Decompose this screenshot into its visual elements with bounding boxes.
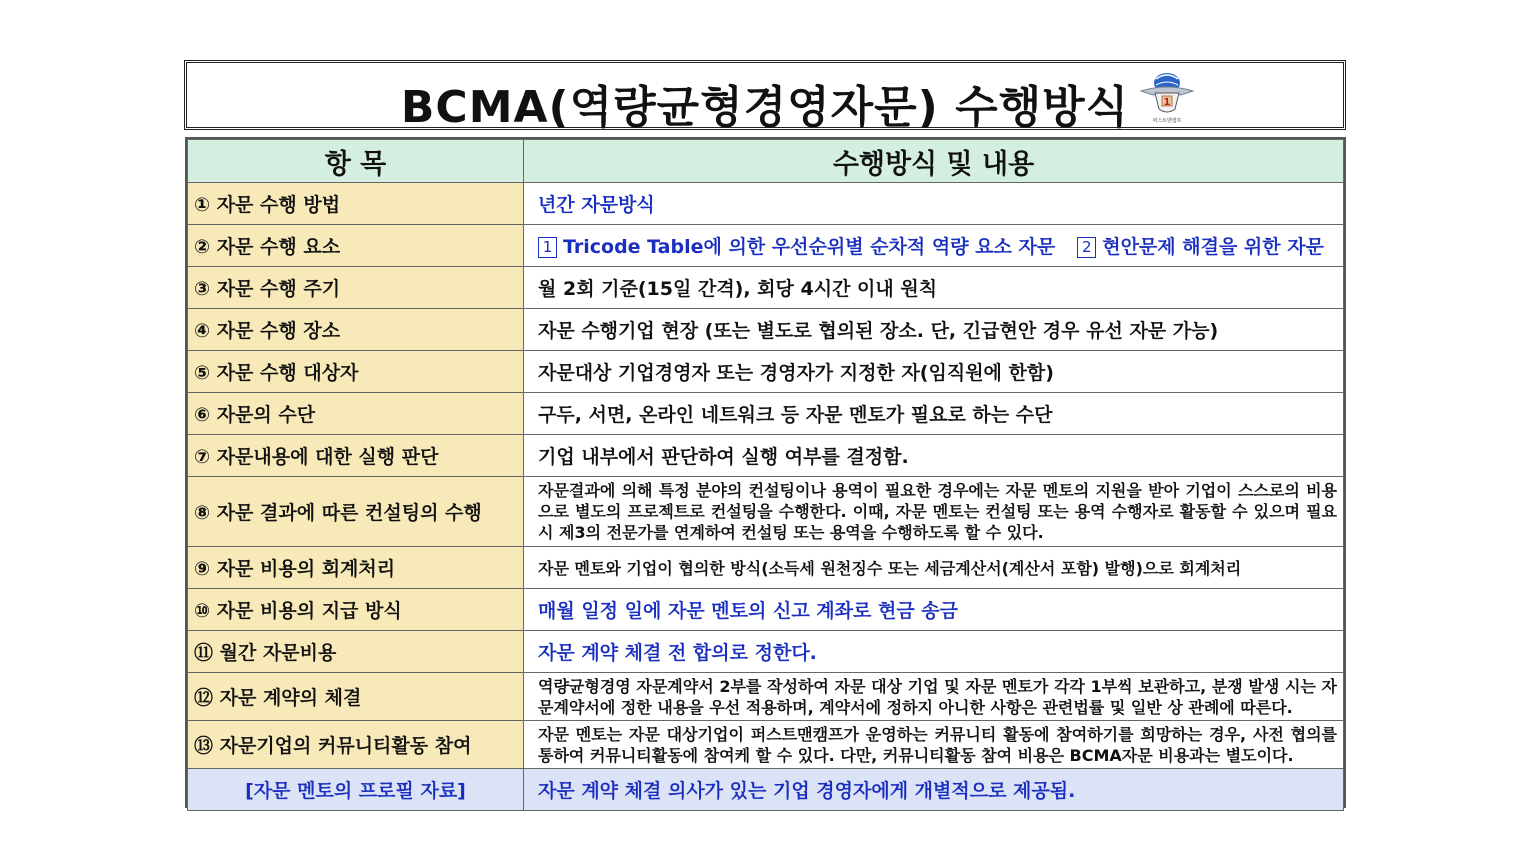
row-label: ⑫ 자문 계약의 체결	[188, 673, 524, 721]
table-row	[188, 631, 1344, 673]
table-row	[188, 721, 1344, 769]
table-row-profile	[188, 769, 1344, 811]
row-content: 자문 수행기업 현장 (또는 별도로 협의된 장소. 단, 긴급현안 경우 유선 자문 가능)	[524, 309, 1344, 351]
table-row	[188, 351, 1344, 393]
item-number-box: 1	[538, 237, 557, 258]
table-row	[188, 435, 1344, 477]
row-label: ⑥ 자문의 수단	[188, 393, 524, 435]
table-row	[188, 589, 1344, 631]
row-label: ⑪ 월간 자문비용	[188, 631, 524, 673]
item-number-box: 2	[1077, 237, 1096, 258]
row-label: ⑨ 자문 비용의 회계처리	[188, 547, 524, 589]
firstman-camp-logo-icon	[1137, 69, 1197, 125]
table-row	[188, 477, 1344, 547]
row-content: 년간 자문방식	[524, 183, 1344, 225]
table-row	[188, 183, 1344, 225]
row-label: ⑦ 자문내용에 대한 실행 판단	[188, 435, 524, 477]
row-label: ⑧ 자문 결과에 따른 컨설팅의 수행	[188, 477, 524, 547]
row-label: ⑤ 자문 수행 대상자	[188, 351, 524, 393]
row-content: 월 2회 기준(15일 간격), 회당 4시간 이내 원칙	[524, 267, 1344, 309]
row-content: 자문대상 기업경영자 또는 경영자가 지정한 자(임직원에 한함)	[524, 351, 1344, 393]
logo-caption: 퍼스트맨캠프	[1152, 118, 1182, 124]
row-content: 자문 멘토와 기업이 협의한 방식(소득세 원천징수 또는 세금계산서(계산서 포함) 발행)으로 회계처리	[524, 547, 1344, 589]
header-item: 항 목	[188, 140, 524, 183]
table-row	[188, 309, 1344, 351]
table-row	[188, 547, 1344, 589]
row-content: 구두, 서면, 온라인 네트워크 등 자문 멘토가 필요로 하는 수단	[524, 393, 1344, 435]
table-row	[188, 393, 1344, 435]
row-label: ⑬ 자문기업의 커뮤니티활동 참여	[188, 721, 524, 769]
row-label: ⑩ 자문 비용의 지급 방식	[188, 589, 524, 631]
row-label: [자문 멘토의 프로필 자료]	[188, 769, 524, 811]
row-content-item1: Tricode Table에 의한 우선순위별 순차적 역량 요소 자문	[563, 236, 1056, 258]
row-content: 자문결과에 의해 특정 분야의 컨설팅이나 용역이 필요한 경우에는 자문 멘토의 지원을 받아 기업이 스스로의 비용으로 별도의 프로젝트로 컨설팅을 수행한다. 이때, 자문 멘토는 컨설팅 또는 용역 수행자로 활동할 수 있으며 필요 시 제3의 전문가를 연계하여 컨설팅 또는 용역을 수행하도록 할 수 있다.	[524, 477, 1344, 547]
row-content: 자문 계약 체결 의사가 있는 기업 경영자에게 개별적으로 제공됨.	[524, 769, 1344, 811]
row-content: 자문 계약 체결 전 합의로 정한다.	[524, 631, 1344, 673]
title-box	[184, 60, 1346, 133]
method-table	[185, 137, 1346, 808]
row-content: 기업 내부에서 판단하여 실행 여부를 결정함.	[524, 435, 1344, 477]
header-content: 수행방식 및 내용	[524, 140, 1344, 183]
row-label: ② 자문 수행 요소	[188, 225, 524, 267]
logo-number: 1	[1163, 97, 1171, 108]
table-row	[188, 225, 1344, 267]
row-content: 매월 일정 일에 자문 멘토의 신고 계좌로 현금 송금	[524, 589, 1344, 631]
table-row	[188, 267, 1344, 309]
row-content: 자문 멘토는 자문 대상기업이 퍼스트맨캠프가 운영하는 커뮤니티 활동에 참여하기를 희망하는 경우, 사전 협의를 통하여 커뮤니티활동에 참여케 할 수 있다. 다만, 커뮤니티활동 참여 비용은 BCMA자문 비용과는 별도이다.	[524, 721, 1344, 769]
table-header-row	[188, 140, 1344, 183]
row-label: ③ 자문 수행 주기	[188, 267, 524, 309]
row-label: ① 자문 수행 방법	[188, 183, 524, 225]
row-content	[524, 225, 1344, 267]
page-title: BCMA(역량균형경영자문) 수행방식	[400, 82, 1130, 133]
table-row	[188, 673, 1344, 721]
row-label: ④ 자문 수행 장소	[188, 309, 524, 351]
row-content: 역량균형경영 자문계약서 2부를 작성하여 자문 대상 기업 및 자문 멘토가 각각 1부씩 보관하고, 분쟁 발생 시는 자문계약서에 정한 내용을 우선 적용하며, 계약서에 정하지 아니한 사항은 관련법률 및 일반 상 관례에 따른다.	[524, 673, 1344, 721]
row-content-item2: 현안문제 해결을 위한 자문	[1102, 236, 1324, 258]
